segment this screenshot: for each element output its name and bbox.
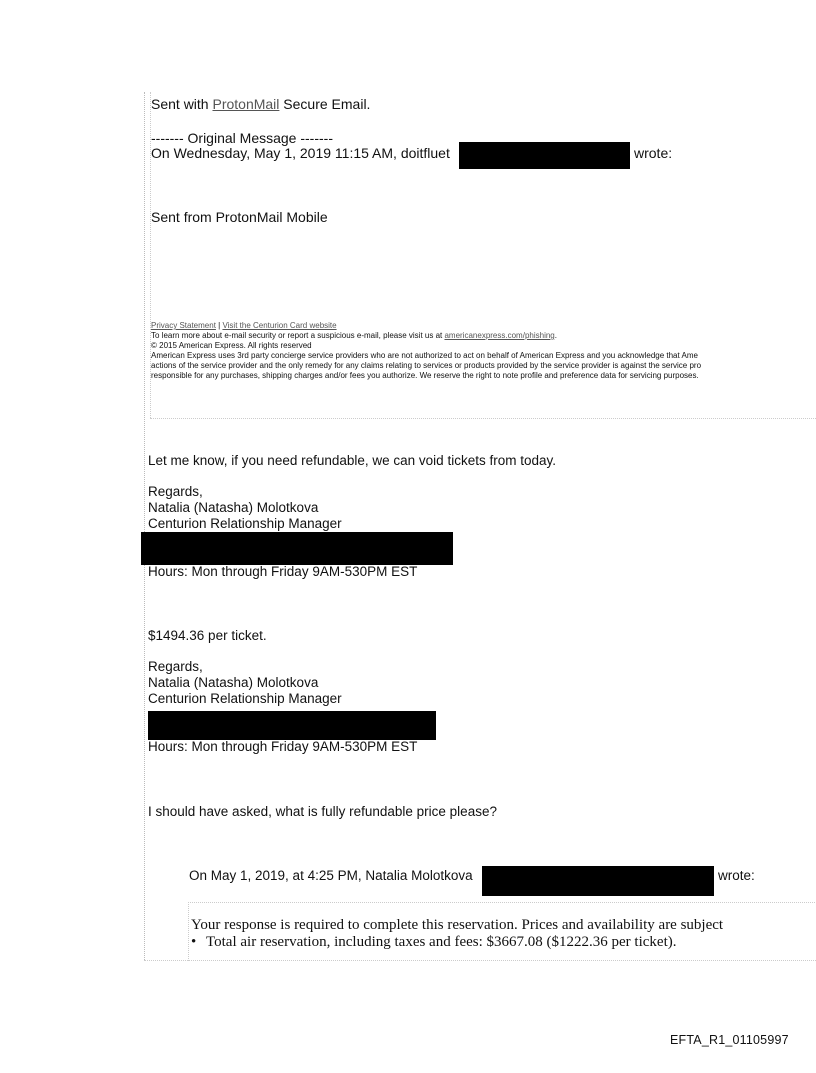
reservation-total-text: Total air reservation, including taxes and fees: $3667.08 ($1222.36 per ticket). [206, 934, 677, 950]
question-message-body: I should have asked, what is fully refundable price please? [148, 804, 497, 819]
original-message-header [151, 145, 450, 162]
centurion-website-link[interactable]: Visit the Centurion Card website [222, 321, 337, 330]
reservation-total-line [191, 933, 677, 951]
refundable-regards: Regards, [148, 484, 203, 499]
privacy-statement-link[interactable]: Privacy Statement [151, 321, 216, 330]
original-message-wrote: wrote: [634, 145, 673, 161]
sent-with-prefix: Sent with [151, 96, 213, 112]
redaction-block [482, 866, 714, 896]
price-signature-title: Centurion Relationship Manager [148, 691, 342, 706]
protonmail-link[interactable]: ProtonMail [212, 96, 280, 112]
price-regards: Regards, [148, 659, 203, 674]
amex-copyright: © 2015 American Express. All rights reserved [151, 341, 312, 350]
refundable-message-body: Let me know, if you need refundable, we can void tickets from today. [148, 453, 556, 468]
refundable-signature-title: Centurion Relationship Manager [148, 516, 342, 531]
sent-with-line [151, 96, 370, 113]
document-id: EFTA_R1_01105997 [670, 1033, 789, 1047]
price-signature-hours: Hours: Mon through Friday 9AM-530PM EST [148, 739, 418, 754]
amex-disclaimer-line-1: American Express uses 3rd party concierge service providers who are not authorized to act on behalf of American Express and you acknowledge that Ame [151, 351, 698, 360]
phishing-prefix: To learn more about e-mail security or report a suspicious e-mail, please visit us at [151, 331, 445, 340]
bullet-glyph: • [191, 934, 197, 950]
refundable-signature-hours: Hours: Mon through Friday 9AM-530PM EST [148, 564, 418, 579]
amex-disclaimer-line-3: responsible for any purchases, shipping charges and/or fees you authorize. We reserve the right to note profile and preference data for servicing purposes. [151, 371, 699, 380]
redaction-block [148, 711, 436, 740]
reservation-notice-line: Your response is required to complete this reservation. Prices and availability are subject [191, 917, 724, 933]
price-signature-name: Natalia (Natasha) Molotkova [148, 675, 319, 690]
amex-disclaimer-line-2: actions of the service provider and the only remedy for any claims relating to services or products provided by the service provider is against the service pro [151, 361, 702, 370]
phishing-link[interactable]: americanexpress.com/phishing [444, 331, 555, 340]
price-message-body: $1494.36 per ticket. [148, 628, 267, 643]
refundable-signature-name: Natalia (Natasha) Molotkova [148, 500, 319, 515]
inner-quote-bottom-border [150, 418, 816, 420]
sent-with-suffix: Secure Email. [279, 96, 371, 112]
quoted-reply-wrote: wrote: [718, 868, 755, 883]
original-message-separator: ------- Original Message ------- [151, 130, 333, 146]
quoted-reply-header: On May 1, 2019, at 4:25 PM, Natalia Molotkova [189, 868, 473, 883]
phishing-suffix: . [554, 331, 557, 340]
redaction-block [141, 532, 453, 565]
outer-quote-border [144, 92, 146, 960]
footer-link-separator: | [215, 321, 223, 330]
amex-footer-links [151, 321, 337, 331]
redaction-block [459, 142, 630, 169]
original-message-header-text: On Wednesday, May 1, 2019 11:15 AM, doitfluet [151, 145, 450, 161]
amex-phishing-line [151, 331, 557, 341]
sent-from-mobile: Sent from ProtonMail Mobile [151, 209, 328, 225]
